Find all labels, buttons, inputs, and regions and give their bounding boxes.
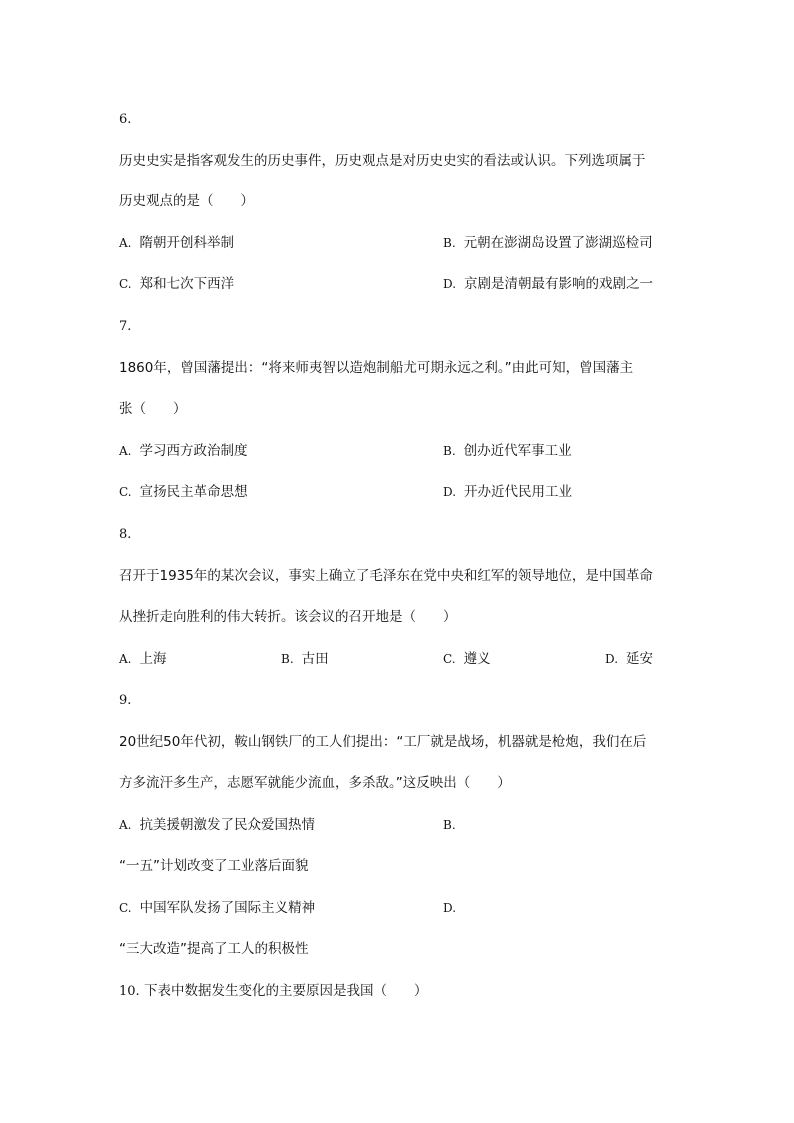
- option-letter: A.: [119, 818, 132, 832]
- question-10-number: 10.: [119, 984, 140, 999]
- question-7-number: 7.: [119, 319, 132, 334]
- question-7-option-a: [119, 442, 247, 460]
- option-text: 学习西方政治制度: [139, 443, 248, 459]
- option-text: 京剧是清朝最有影响的戏剧之一: [464, 276, 654, 292]
- question-6-stem-line-2: 历史观点的是（ ）: [119, 193, 254, 209]
- option-text: 创办近代军事工业: [463, 443, 572, 459]
- question-9-option-b: [443, 816, 464, 834]
- question-6-number: 6.: [119, 112, 132, 127]
- option-text: 隋朝开创科举制: [139, 235, 234, 251]
- option-text: “三大改造”提高了工人的积极性: [119, 941, 309, 957]
- option-text: 郑和七次下西洋: [139, 276, 235, 292]
- question-8-stem-line-2: 从挫折走向胜利的伟大转折。该会议的召开地是（ ）: [119, 609, 457, 625]
- option-letter: A.: [119, 444, 132, 458]
- question-7-option-d: [443, 483, 572, 501]
- option-text: 抗美援朝激发了民众爱国热情: [139, 817, 315, 833]
- question-9-stem-line-2: 方多流汗多生产，志愿军就能少流血，多杀敌。”这反映出（ ）: [119, 775, 511, 791]
- question-6-option-d: [443, 275, 653, 293]
- option-letter: B.: [281, 652, 294, 666]
- question-8-option-a: [119, 650, 166, 668]
- option-text: 开办近代民用工业: [464, 484, 573, 500]
- option-letter: A.: [119, 652, 132, 666]
- question-10: [119, 982, 427, 1001]
- question-7-option-b: [443, 442, 572, 460]
- question-9-stem-line-1: 20世纪50年代初，鞍山钢铁厂的工人们提出：“工厂就是战场，机器就是枪炮，我们在后: [119, 734, 647, 750]
- question-7-stem-line-2: 张（ ）: [119, 401, 187, 417]
- question-8-number: 8.: [119, 527, 132, 542]
- question-7-stem-line-1: 1860年，曾国藩提出：“将来师夷智以造炮制船尤可期永远之利。”由此可知，曾国藩主: [119, 360, 634, 376]
- question-6-option-b: [443, 234, 653, 252]
- question-7-option-c: [119, 483, 248, 501]
- question-8-option-d: [605, 650, 653, 668]
- option-text: 古田: [301, 651, 329, 667]
- option-letter: B.: [443, 818, 456, 832]
- option-letter: D.: [605, 652, 619, 666]
- option-text: 遵义: [463, 651, 491, 667]
- question-6-stem-line-1: 历史史实是指客观发生的历史事件，历史观点是对历史史实的看法或认识。下列选项属于: [119, 153, 646, 169]
- option-letter: D.: [443, 277, 457, 291]
- option-letter: B.: [443, 236, 456, 250]
- question-10-stem: 下表中数据发生变化的主要原因是我国（ ）: [143, 983, 428, 999]
- question-9-number: 9.: [119, 693, 132, 708]
- option-text: 上海: [139, 651, 167, 667]
- question-9-option-a: [119, 816, 315, 834]
- question-9-option-c: [119, 899, 315, 917]
- option-letter: C.: [119, 277, 132, 291]
- option-letter: D.: [443, 901, 457, 915]
- question-6-option-c: [119, 275, 234, 293]
- option-letter: B.: [443, 444, 456, 458]
- option-text: “一五”计划改变了工业落后面貌: [119, 858, 309, 874]
- option-text: 宣扬民主革命思想: [139, 484, 248, 500]
- option-text: 中国军队发扬了国际主义精神: [139, 900, 316, 916]
- question-6-option-a: [119, 234, 234, 252]
- question-9-option-d-text: [119, 940, 309, 958]
- question-9-option-b-text: [119, 857, 309, 875]
- option-text: 延安: [626, 651, 654, 667]
- question-8-stem-line-1: 召开于1935年的某次会议，事实上确立了毛泽东在党中央和红军的领导地位，是中国革命: [119, 568, 653, 584]
- option-letter: C.: [119, 901, 132, 915]
- question-8-option-b: [281, 650, 329, 668]
- question-8-option-c: [443, 650, 491, 668]
- option-letter: C.: [443, 652, 456, 666]
- option-text: 元朝在澎湖岛设置了澎湖巡检司: [463, 235, 653, 251]
- option-letter: D.: [443, 485, 457, 499]
- option-letter: A.: [119, 236, 132, 250]
- option-letter: C.: [119, 485, 132, 499]
- question-9-option-d: [443, 899, 464, 917]
